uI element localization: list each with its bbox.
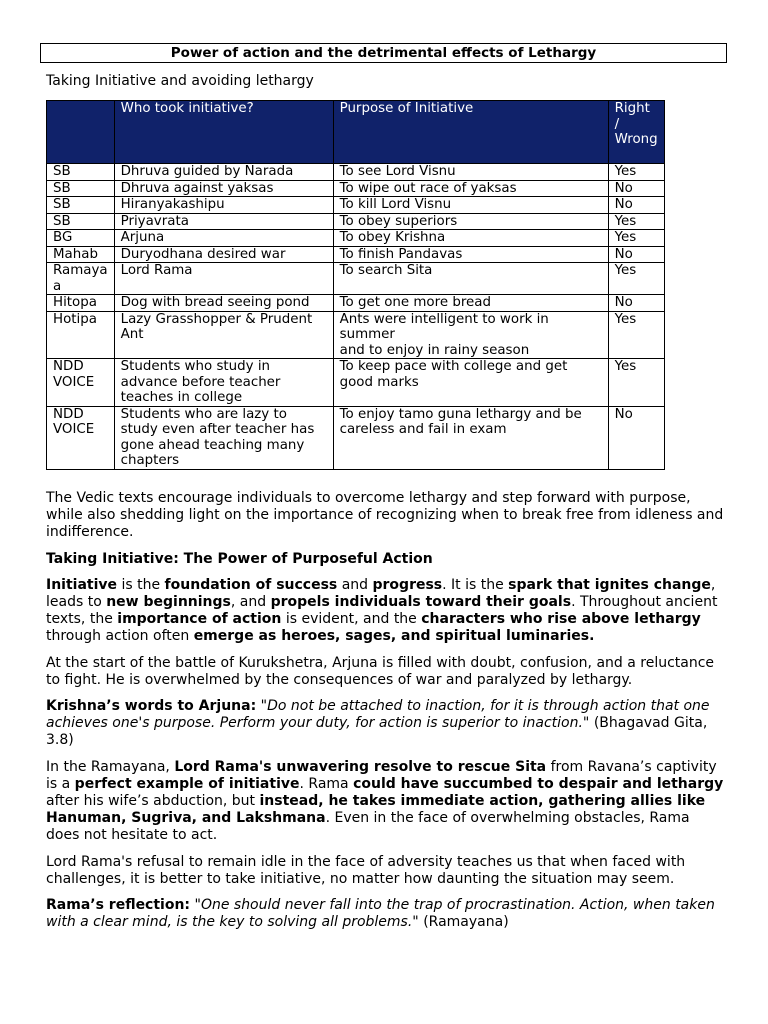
cell-who: Students who study in advance before teacher teaches in college <box>114 359 333 407</box>
table-row <box>47 164 665 181</box>
table-row <box>47 246 665 263</box>
header-who: Who took initiative? <box>114 101 333 164</box>
article-body <box>46 490 726 940</box>
cell-purpose: To kill Lord Visnu <box>333 197 608 214</box>
rama-quote: Rama’s reflection: "One should never fall into the trap of procrastination. Action, when taken with a clear mind, is the key to solving all problems." (Ramayana) <box>46 897 715 931</box>
cell-purpose: To keep pace with college and get good marks <box>333 359 608 407</box>
table-row <box>47 359 665 407</box>
cell-source: Mahab <box>47 246 115 263</box>
cell-verdict: No <box>608 246 664 263</box>
cell-purpose: To enjoy tamo guna lethargy and be careless and fail in exam <box>333 406 608 469</box>
table-header-row <box>47 101 665 164</box>
cell-verdict: No <box>608 180 664 197</box>
cell-verdict: Yes <box>608 311 664 359</box>
initiative-table <box>46 100 665 470</box>
cell-who: Dhruva against yaksas <box>114 180 333 197</box>
table-row <box>47 180 665 197</box>
table-row <box>47 295 665 312</box>
cell-purpose: To get one more bread <box>333 295 608 312</box>
table-row <box>47 263 665 295</box>
cell-purpose: To obey superiors <box>333 213 608 230</box>
cell-purpose: To wipe out race of yaksas <box>333 180 608 197</box>
cell-source: NDD VOICE <box>47 359 115 407</box>
cell-who: Hiranyakashipu <box>114 197 333 214</box>
cell-who: Lord Rama <box>114 263 333 295</box>
cell-who: Arjuna <box>114 230 333 247</box>
cell-who: Students who are lazy to study even after teacher has gone ahead teaching many chapters <box>114 406 333 469</box>
header-source <box>47 101 115 164</box>
ramayana-paragraph: In the Ramayana, Lord Rama's unwavering resolve to rescue Sita from Ravana’s captivity is a perfect example of initiative. Rama could have succumbed to despair and lethargy after his wife’s abduction, but instead, he takes immediate action, gathering allies like Hanuman, Sugriva, and Lakshmana. Even in the face of overwhelming obstacles, Rama does not hesitate to act. <box>46 758 724 844</box>
table-row <box>47 406 665 469</box>
header-purpose: Purpose of Initiative <box>333 101 608 164</box>
rama-refusal-paragraph: Lord Rama's refusal to remain idle in the face of adversity teaches us that when faced with challenges, it is better to take initiative, no matter how daunting the situation may seem. <box>46 853 686 887</box>
table-row <box>47 311 665 359</box>
cell-who: Dog with bread seeing pond <box>114 295 333 312</box>
document-title: Power of action and the detrimental effects of Lethargy <box>40 43 727 63</box>
cell-purpose: To see Lord Visnu <box>333 164 608 181</box>
initiative-paragraph: Initiative is the foundation of success and progress. It is the spark that ignites change, leads to new beginnings, and propels individuals toward their goals. Throughout ancient texts, the importance of action is evident, and the characters who rise above lethargy through action often emerge as heroes, sages, and spiritual luminaries. <box>46 576 718 645</box>
cell-who: Priyavrata <box>114 213 333 230</box>
cell-source: SB <box>47 213 115 230</box>
cell-verdict: Yes <box>608 359 664 407</box>
arjuna-paragraph: At the start of the battle of Kurukshetra, Arjuna is filled with doubt, confusion, and a reluctance to fight. He is overwhelmed by the consequences of war and paralyzed by lethargy. <box>46 654 715 688</box>
intro-paragraph: The Vedic texts encourage individuals to overcome lethargy and step forward with purpose, while also shedding light on the importance of recognizing when to break free from idleness and indifference. <box>46 490 724 541</box>
cell-source: SB <box>47 180 115 197</box>
cell-source: Ramaya a <box>47 263 115 295</box>
cell-source: Hotipa <box>47 311 115 359</box>
cell-who: Duryodhana desired war <box>114 246 333 263</box>
table-row <box>47 213 665 230</box>
cell-purpose: To search Sita <box>333 263 608 295</box>
cell-verdict: Yes <box>608 263 664 295</box>
section-heading: Taking Initiative: The Power of Purposeful Action <box>46 550 433 567</box>
cell-source: BG <box>47 230 115 247</box>
cell-source: SB <box>47 197 115 214</box>
cell-who: Dhruva guided by Narada <box>114 164 333 181</box>
cell-verdict: No <box>608 197 664 214</box>
cell-verdict: Yes <box>608 230 664 247</box>
cell-source: Hitopa <box>47 295 115 312</box>
cell-verdict: Yes <box>608 164 664 181</box>
cell-purpose: To obey Krishna <box>333 230 608 247</box>
cell-purpose: To finish Pandavas <box>333 246 608 263</box>
cell-who: Lazy Grasshopper & Prudent Ant <box>114 311 333 359</box>
section-subtitle: Taking Initiative and avoiding lethargy <box>46 73 314 89</box>
cell-purpose: Ants were intelligent to work in summer and to enjoy in rainy season <box>333 311 608 359</box>
table-row <box>47 197 665 214</box>
cell-source: SB <box>47 164 115 181</box>
krishna-quote: Krishna’s words to Arjuna: "Do not be attached to inaction, for it is through action that one achieves one's purpose. Perform your duty, for action is superior to inaction." (Bhagavad Gita, 3.8) <box>46 698 710 749</box>
table-row <box>47 230 665 247</box>
header-right-wrong: Right / Wrong <box>608 101 664 164</box>
cell-verdict: Yes <box>608 213 664 230</box>
cell-verdict: No <box>608 406 664 469</box>
cell-verdict: No <box>608 295 664 312</box>
cell-source: NDD VOICE <box>47 406 115 469</box>
